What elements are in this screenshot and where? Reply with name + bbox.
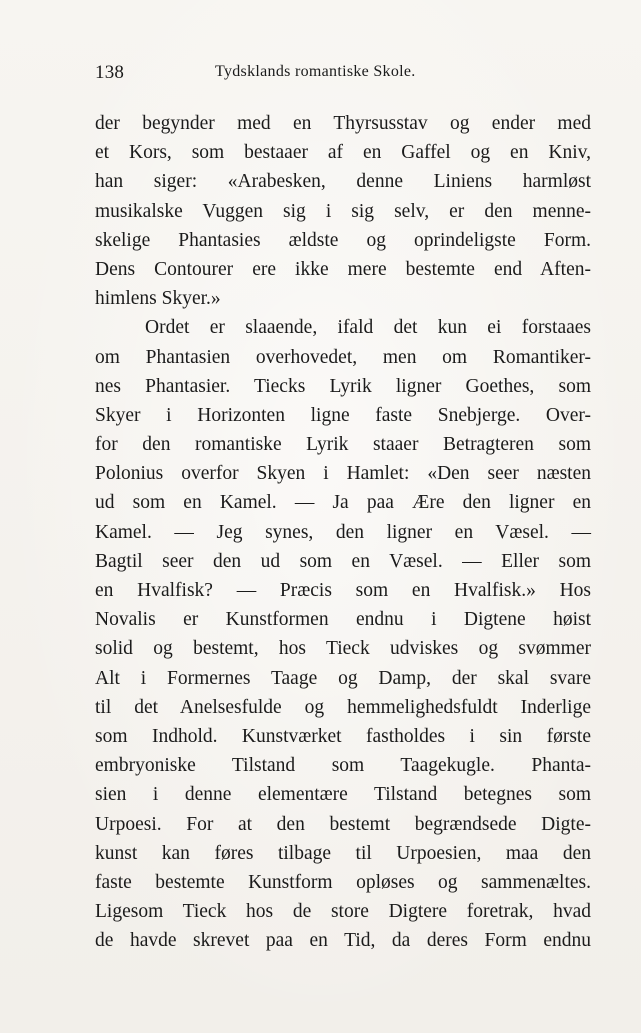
text-line: Ligesom Tieck hos de store Digtere foretrak, hvad [95,901,591,923]
running-title: Tydsklands romantiske Skole. [215,63,416,80]
text-line: Skyer i Horizonten ligne faste Snebjerge. Over- [95,404,591,426]
body-text [95,109,591,955]
text-line: musikalske Vuggen sig i sig selv, er den menne- [95,200,591,222]
text-line: solid og bestemt, hos Tieck udviskes og svømmer [95,638,591,660]
page-number: 138 [95,62,125,83]
text-line: for den romantiske Lyrik staaer Betragteren som [95,434,591,456]
text-line: der begynder med en Thyrsusstav og ender med [95,113,591,134]
text-line: Novalis er Kunstformen endnu i Digtene høist [95,609,591,631]
page-header [95,62,591,88]
text-line: Polonius overfor Skyen i Hamlet: «Den seer næsten [95,463,591,485]
text-line: embryoniske Tilstand som Taagekugle. Phanta- [95,755,591,777]
text-line: himlens Skyer.» [95,288,221,310]
text-line: Urpoesi. For at den bestemt begrændsede Digte- [95,813,591,835]
text-line: kunst kan føres tilbage til Urpoesien, maa den [95,842,591,864]
text-line: om Phantasien overhovedet, men om Romantiker- [95,346,591,368]
text-line: et Kors, som bestaaer af en Gaffel og en Kniv, [95,142,591,164]
text-line: som Indhold. Kunstværket fastholdes i sin første [95,725,591,747]
text-line: Alt i Formernes Taage og Damp, der skal svare [95,667,591,689]
text-line: de havde skrevet paa en Tid, da deres Form endnu [95,930,591,952]
text-line: sien i denne elementære Tilstand betegnes som [95,784,591,806]
text-line: en Hvalfisk? — Præcis som en Hvalfisk.» Hos [95,580,591,601]
text-line: til det Anelsesfulde og hemmelighedsfuldt Inderlige [95,696,591,718]
text-line: Dens Contourer ere ikke mere bestemte end Aften- [95,258,591,280]
text-line: han siger: «Arabesken, denne Liniens harmløst [95,171,591,193]
text-line: ud som en Kamel. — Ja paa Ære den ligner en [95,492,591,514]
text-line: Ordet er slaaende, ifald det kun ei forstaaes [145,317,591,339]
text-line: Kamel. — Jeg synes, den ligner en Væsel. — [95,521,591,543]
text-line: Bagtil seer den ud som en Væsel. — Eller som [95,550,591,572]
text-line: faste bestemte Kunstform opløses og sammenæltes. [95,871,591,893]
text-line: nes Phantasier. Tiecks Lyrik ligner Goethes, som [95,375,591,397]
text-line: skelige Phantasies ældste og oprindeligste Form. [95,229,591,251]
